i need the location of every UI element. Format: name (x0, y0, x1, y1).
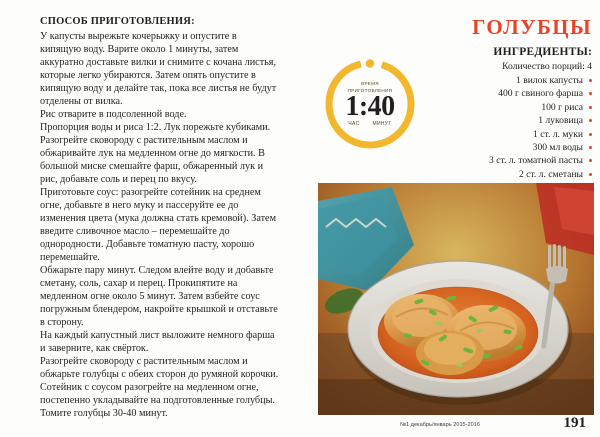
ingredient-label: 100 г риса (541, 101, 583, 113)
method-paragraph: Обжарьте пару минут. Следом влейте воду и добавьте сметану, соль, сахар и перец. Прокипятите на медленном огне около 5 минут. Затем взбейте соус погружным блендером, накройте крышкой и отставьте в сторону. (40, 265, 278, 328)
method-paragraph: На каждый капустный лист выложите немного фарша и заверните, как свёрток. (40, 330, 275, 354)
method-paragraph: Приготовьте соус: разогрейте сотейник на среднем огне, добавьте в него муку и пассеруйте ее до изменения цвета (мука должна стать кремовой). Затем введите сливочное масло – перемешайте до однородности. Добавьте томатную пасту, хорошо перемешайте. (40, 187, 277, 263)
timer-caption-line1: ВРЕМЯ (361, 80, 379, 86)
list-item (406, 74, 592, 87)
dish-photo (318, 183, 594, 415)
issue-label: №1 декабрь/январь 2015-2016 (400, 422, 480, 428)
bullet-icon (589, 119, 592, 122)
method-paragraph: У капусты вырежьте кочерыжку и опустите в кипящую воду. Варите около 1 минуты, затем аккуратно доставьте вилки и снимите с кочана листья, которые легко убираются. Затем опять опустите в кипящую воду и делайте так, пока все листья не будут отделены от вилка. (40, 31, 277, 107)
list-item (406, 101, 592, 114)
page-number: 191 (563, 415, 586, 431)
bullet-icon (589, 173, 592, 176)
list-item (406, 141, 592, 154)
timer-units (348, 121, 391, 127)
ingredient-label: 2 ст. л. сметаны (518, 168, 583, 180)
timer-unit-hours: ЧАС (348, 121, 360, 128)
ingredient-label: 300 мл воды (532, 142, 583, 154)
list-item (406, 168, 592, 181)
bullet-icon (589, 92, 592, 95)
bullet-icon (589, 106, 592, 109)
ingredient-label: 1 вилок капусты (516, 75, 583, 86)
method-paragraph: Томите голубцы 30-40 минут. (40, 408, 168, 419)
ingredient-label: 400 г свиного фарша (498, 88, 583, 100)
bullet-icon (589, 79, 592, 82)
method-paragraph: Рис отварите в подсоленной воде. (40, 109, 187, 120)
list-item (406, 87, 592, 100)
cooking-time-badge (322, 56, 418, 152)
timer-inner (322, 56, 418, 152)
method-column (40, 16, 280, 420)
timer-caption-line2: ПРИГОТОВЛЕНИЯ (347, 87, 393, 93)
ingredient-label: 3 ст. л. томатной пасты (489, 155, 583, 167)
bullet-icon (589, 133, 592, 136)
recipe-info-column (406, 16, 592, 208)
timer-value: 1:40 (345, 91, 395, 123)
method-title: СПОСОБ ПРИГОТОВЛЕНИЯ: (40, 16, 195, 27)
bullet-icon (589, 159, 592, 162)
method-body (40, 30, 280, 420)
ingredient-label: 1 луковица (538, 115, 583, 127)
list-item (406, 128, 592, 141)
dish-photo-illustration (318, 183, 594, 415)
list-item (406, 154, 592, 167)
timer-unit-minutes: МИНУТ (372, 121, 392, 128)
method-paragraph: Разогрейте сковороду с растительным маслом и обжарьте голубцы с обеих сторон до румяной корочки. Сотейник с соусом разогрейте на медленном огне, постепенно укладывайте на подготовленные голубцы. (40, 356, 279, 406)
servings-count: Количество порций: 4 (502, 61, 592, 72)
list-item (406, 114, 592, 127)
bullet-icon (589, 146, 592, 149)
method-paragraph: Пропорция воды и риса 1:2. Лук порежьте кубиками. Разогрейте сковороду с растительным маслом и обжаривайте лук на медленном огне до мягкости. В большой миске смешайте фарш, обжаренный лук и рис, добавьте соль и перец по вкусу. (40, 122, 271, 185)
ingredients-title: ИНГРЕДИЕНТЫ: (493, 46, 592, 58)
page-title: ГОЛУБЦЫ (472, 15, 592, 39)
ingredient-label: 1 ст. л. муки (533, 128, 583, 140)
